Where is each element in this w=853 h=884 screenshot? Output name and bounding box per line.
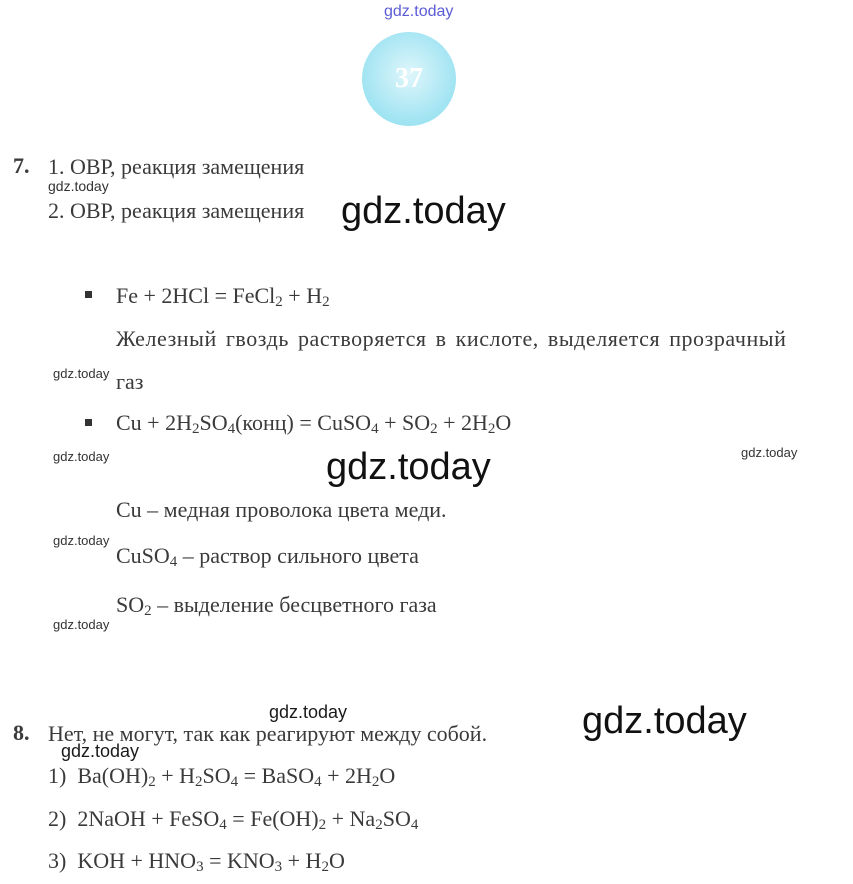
task-number-7: 7. bbox=[13, 153, 30, 178]
reaction-2: 2) 2NaOH + FeSO$_4$ = $Fe(OH)_2 + Na_2SO_4$ bbox=[48, 806, 419, 833]
watermark: gdz.today bbox=[269, 702, 348, 722]
watermark: gdz.today bbox=[741, 445, 798, 460]
watermark-top: gdz.today bbox=[384, 3, 454, 20]
task7-note-so2: $SO_2$ – выделение бесцветного газа bbox=[116, 592, 437, 619]
watermark: gdz.today bbox=[53, 617, 110, 632]
task7-description-1: Железный гвоздь растворяется в кислоте, выделяется прозрачный bbox=[116, 326, 787, 351]
task-number-8: 8. bbox=[13, 720, 30, 745]
task7-line1: 1. ОВР, реакция замещения bbox=[48, 154, 305, 179]
watermark: gdz.today bbox=[48, 178, 109, 194]
task8-answer: Нет, не могут, так как реагируют между собой. bbox=[48, 721, 488, 746]
equation-fe-hcl: Fe + 2HCl = FeCl$_2$ + $H_2$ bbox=[116, 283, 330, 310]
task7-description-1-cont: газ bbox=[116, 369, 144, 394]
reaction-1: 1) $Ba(OH)_2 + H_2SO_4$ = BaSO$_4$ + $2H_2O$ bbox=[48, 763, 396, 790]
watermark-large: gdz.today bbox=[341, 190, 506, 232]
reaction-3: 3) KOH + $HNO_3 = KNO_3 + H_2O$ bbox=[48, 848, 345, 875]
task7-note-cu: Cu – медная проволока цвета меди. bbox=[116, 497, 447, 522]
watermark-large: gdz.today bbox=[582, 700, 747, 742]
watermark: gdz.today bbox=[61, 741, 140, 761]
bullet bbox=[85, 419, 92, 426]
task7-note-cuso4: CuSO$_4$ – раствор сильного цвета bbox=[116, 543, 419, 570]
page-number-badge bbox=[362, 32, 456, 126]
watermark: gdz.today bbox=[53, 533, 110, 548]
watermark: gdz.today bbox=[53, 449, 110, 464]
task7-line2: 2. ОВР, реакция замещения bbox=[48, 198, 305, 223]
equation-cu-h2so4: $Cu + 2H_2SO_4(конц)$ = CuSO$_4$ + $SO_2 + 2H_2O$ bbox=[116, 410, 512, 437]
watermark-large: gdz.today bbox=[326, 446, 491, 488]
watermark: gdz.today bbox=[53, 366, 110, 381]
bullet bbox=[85, 291, 92, 298]
page-number: 37 bbox=[395, 63, 423, 94]
